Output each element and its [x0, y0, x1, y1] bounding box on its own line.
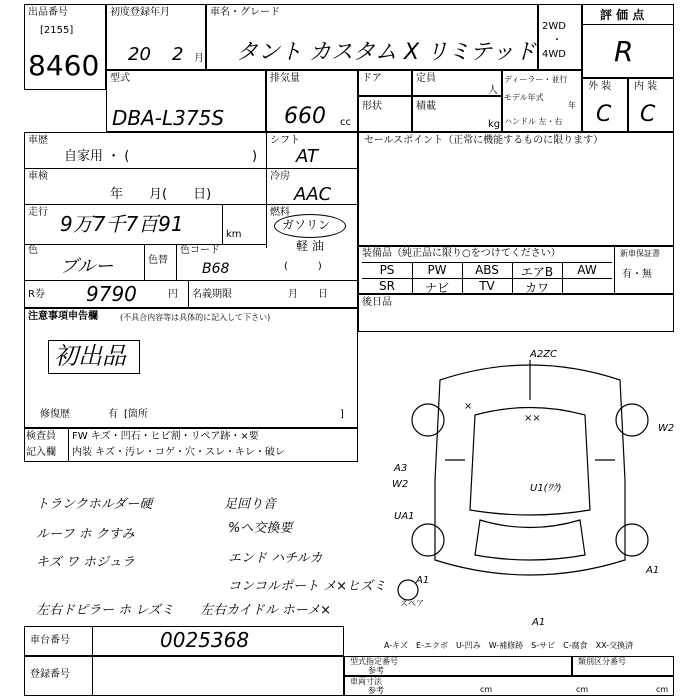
diag-label-u1: U1(ﾜｸ): [530, 483, 562, 494]
door-label: ドア: [362, 73, 382, 84]
drive-2wd: 2WD: [542, 21, 566, 32]
dims-cm-2: cm: [576, 685, 589, 694]
warranty-label: 新車保証書: [620, 249, 660, 258]
category-label: 類別区分番号: [578, 657, 626, 666]
diag-label-a1-left: A1: [416, 575, 430, 586]
recycle-label: R券: [28, 289, 45, 300]
handle-label: ハンドル 左・右: [504, 117, 563, 126]
equip-tv: TV: [479, 279, 495, 293]
aircon-label: 冷房: [270, 171, 290, 182]
aircon-value: AAC: [294, 184, 332, 205]
interior-label: 内 装: [634, 81, 658, 92]
repair-place: [箇所: [124, 409, 148, 420]
dims-cm-1: cm: [480, 685, 493, 694]
mileage-value: 9万7千7百91: [60, 212, 184, 236]
equip-abs: ABS: [475, 263, 499, 277]
diag-label-ua1: UA1: [394, 511, 415, 522]
equip-sr: SR: [379, 279, 395, 293]
warranty-value: 有・無: [622, 269, 652, 280]
registration-value: 月 日: [288, 289, 328, 300]
notes-label: 注意事項申告欄: [28, 311, 98, 322]
fuel-label: 燃料: [270, 207, 290, 218]
legend: A-キズ E-エクボ U-凹み W-補修跡 S-サビ C-腐食 XX-交換済: [384, 641, 634, 650]
record-label: 記入欄: [26, 447, 56, 458]
later-section: [358, 294, 674, 332]
inspection-label: 車検: [28, 171, 48, 182]
type-value: DBA-L375S: [112, 106, 225, 130]
equip-leather: カワ: [524, 281, 549, 295]
dims-cm-3: cm: [656, 685, 669, 694]
sales-label: セールスポイント（正常に機能するものに限ります）: [364, 135, 604, 146]
first-reg-month-unit: 月: [194, 53, 204, 64]
inspection-row2: 内装 キズ・汚レ・コゲ・穴・スレ・キレ・破レ: [72, 447, 285, 458]
color-value: ブルー: [60, 256, 114, 277]
fuel-light: 軽 油: [296, 239, 324, 253]
history-label: 車歴: [28, 135, 48, 146]
note-5: 足回り音: [224, 497, 277, 512]
color-code-label: 色コード: [180, 245, 220, 256]
equip-aw: AW: [577, 263, 597, 277]
first-reg-month: 2: [172, 44, 184, 65]
displacement-value: 660: [284, 104, 326, 129]
color-change-label: 色替: [148, 255, 168, 266]
capacity-label: 定員: [416, 73, 436, 84]
stamp-text: 初出品: [54, 342, 126, 370]
first-reg-label: 初度登録年月: [110, 7, 170, 18]
model-designation-ref: 参考: [368, 666, 384, 675]
recycle-value: 9790: [86, 282, 137, 306]
dealer-label: ディーラー・並行: [504, 75, 568, 84]
note-1: トランクホルダー硬: [36, 497, 153, 512]
first-reg-year: 20: [128, 44, 151, 65]
note-4: 左右ドピラー ホ レズミ: [36, 603, 174, 618]
load-label: 積載: [416, 101, 436, 112]
type-label: 型式: [110, 73, 130, 84]
inspection-value: 年 月( 日): [110, 187, 212, 202]
chassis-label: 車台番号: [30, 635, 70, 646]
note-9: 左右カイドル ホーメ×: [200, 603, 331, 618]
equip-ps: PS: [379, 263, 395, 277]
capacity-unit: 人: [488, 85, 498, 96]
model-year-label: モデル年式: [504, 93, 544, 102]
lot-label: 出品番号: [28, 7, 68, 18]
diag-label-a3: A3: [394, 463, 408, 474]
color-label: 色: [28, 245, 38, 256]
reg-section: [24, 656, 344, 696]
lot-code: [2155]: [40, 25, 74, 36]
diag-label-spare: スペア: [400, 599, 424, 608]
registration-label: 名義期限: [192, 289, 232, 300]
diag-label-w2-left: W2: [392, 479, 409, 490]
chassis-value: 0025368: [160, 628, 250, 652]
diag-label-a2zc: A2ZC: [530, 349, 558, 360]
equipment-label: 装備品（純正品に限り○をつけてください）: [362, 248, 561, 259]
load-unit: kg: [488, 119, 501, 130]
equip-navi: ナビ: [424, 281, 449, 295]
reg-label: 登録番号: [30, 669, 70, 680]
note-8: コンコルポート メ×ヒズミ: [228, 579, 387, 594]
diag-label-a1-right: A1: [646, 565, 660, 576]
rating-value: R: [614, 35, 634, 68]
mileage-unit: km: [226, 229, 242, 240]
notes-sub: (不具合内容等は具体的に記入して下さい): [120, 313, 271, 322]
diag-label-w2-right: W2: [658, 423, 675, 434]
sales-section: [358, 132, 674, 246]
repair-close: ]: [340, 409, 344, 420]
shift-label: シフト: [270, 135, 300, 146]
displacement-unit: cc: [340, 117, 351, 128]
car-name-value: タント カスタム X リミテッド: [236, 40, 537, 65]
equip-pw: PW: [427, 263, 447, 277]
dims-ref: 参考: [368, 686, 384, 695]
history-close: ): [252, 149, 258, 164]
later-label: 後日品: [362, 297, 392, 308]
note-3: キズ ワ ホジュラ: [36, 555, 135, 570]
note-2: ルーフ ホ クすみ: [36, 527, 135, 542]
recycle-unit: 円: [168, 289, 178, 300]
note-6: %へ交換要: [228, 521, 293, 536]
model-designation-label: 型式指定番号: [350, 657, 398, 666]
note-7: エンド ハチルカ: [228, 551, 323, 566]
equip-airbag: エアB: [520, 265, 554, 279]
year-unit: 年: [568, 101, 576, 110]
exterior-value: C: [596, 102, 612, 127]
diag-label-a1-bottom: A1: [532, 617, 546, 628]
rating-label: 評 価 点: [600, 8, 645, 22]
history-value: 自家用 ・ (: [64, 149, 130, 164]
mileage-label: 走行: [28, 207, 48, 218]
exterior-label: 外 装: [588, 81, 612, 92]
dims-label: 車両寸法: [350, 677, 382, 686]
drive-dot: ・: [552, 35, 562, 46]
repair-label: 修復歴: [40, 409, 70, 420]
inspection-row1: FW キズ・凹石・ヒビ割・リペア跡・×要: [72, 431, 259, 442]
dims-box: [344, 676, 674, 696]
diag-label-x2: ××: [524, 413, 541, 424]
shape-label: 形状: [362, 101, 382, 112]
fuel-paren: ( ): [284, 261, 322, 272]
car-name-label: 車名・グレード: [210, 7, 280, 18]
drive-4wd: 4WD: [542, 49, 566, 60]
lot-number: 8460: [28, 49, 100, 82]
repair-value: 有: [108, 409, 118, 420]
fuel-gas: ガソリン: [282, 218, 331, 232]
inspector-label: 検査員: [26, 431, 56, 442]
diag-label-x1: ×: [464, 401, 473, 412]
color-code-value: B68: [202, 261, 230, 277]
shift-value: AT: [296, 146, 318, 167]
displacement-label: 排気量: [270, 73, 300, 84]
interior-value: C: [640, 102, 656, 127]
